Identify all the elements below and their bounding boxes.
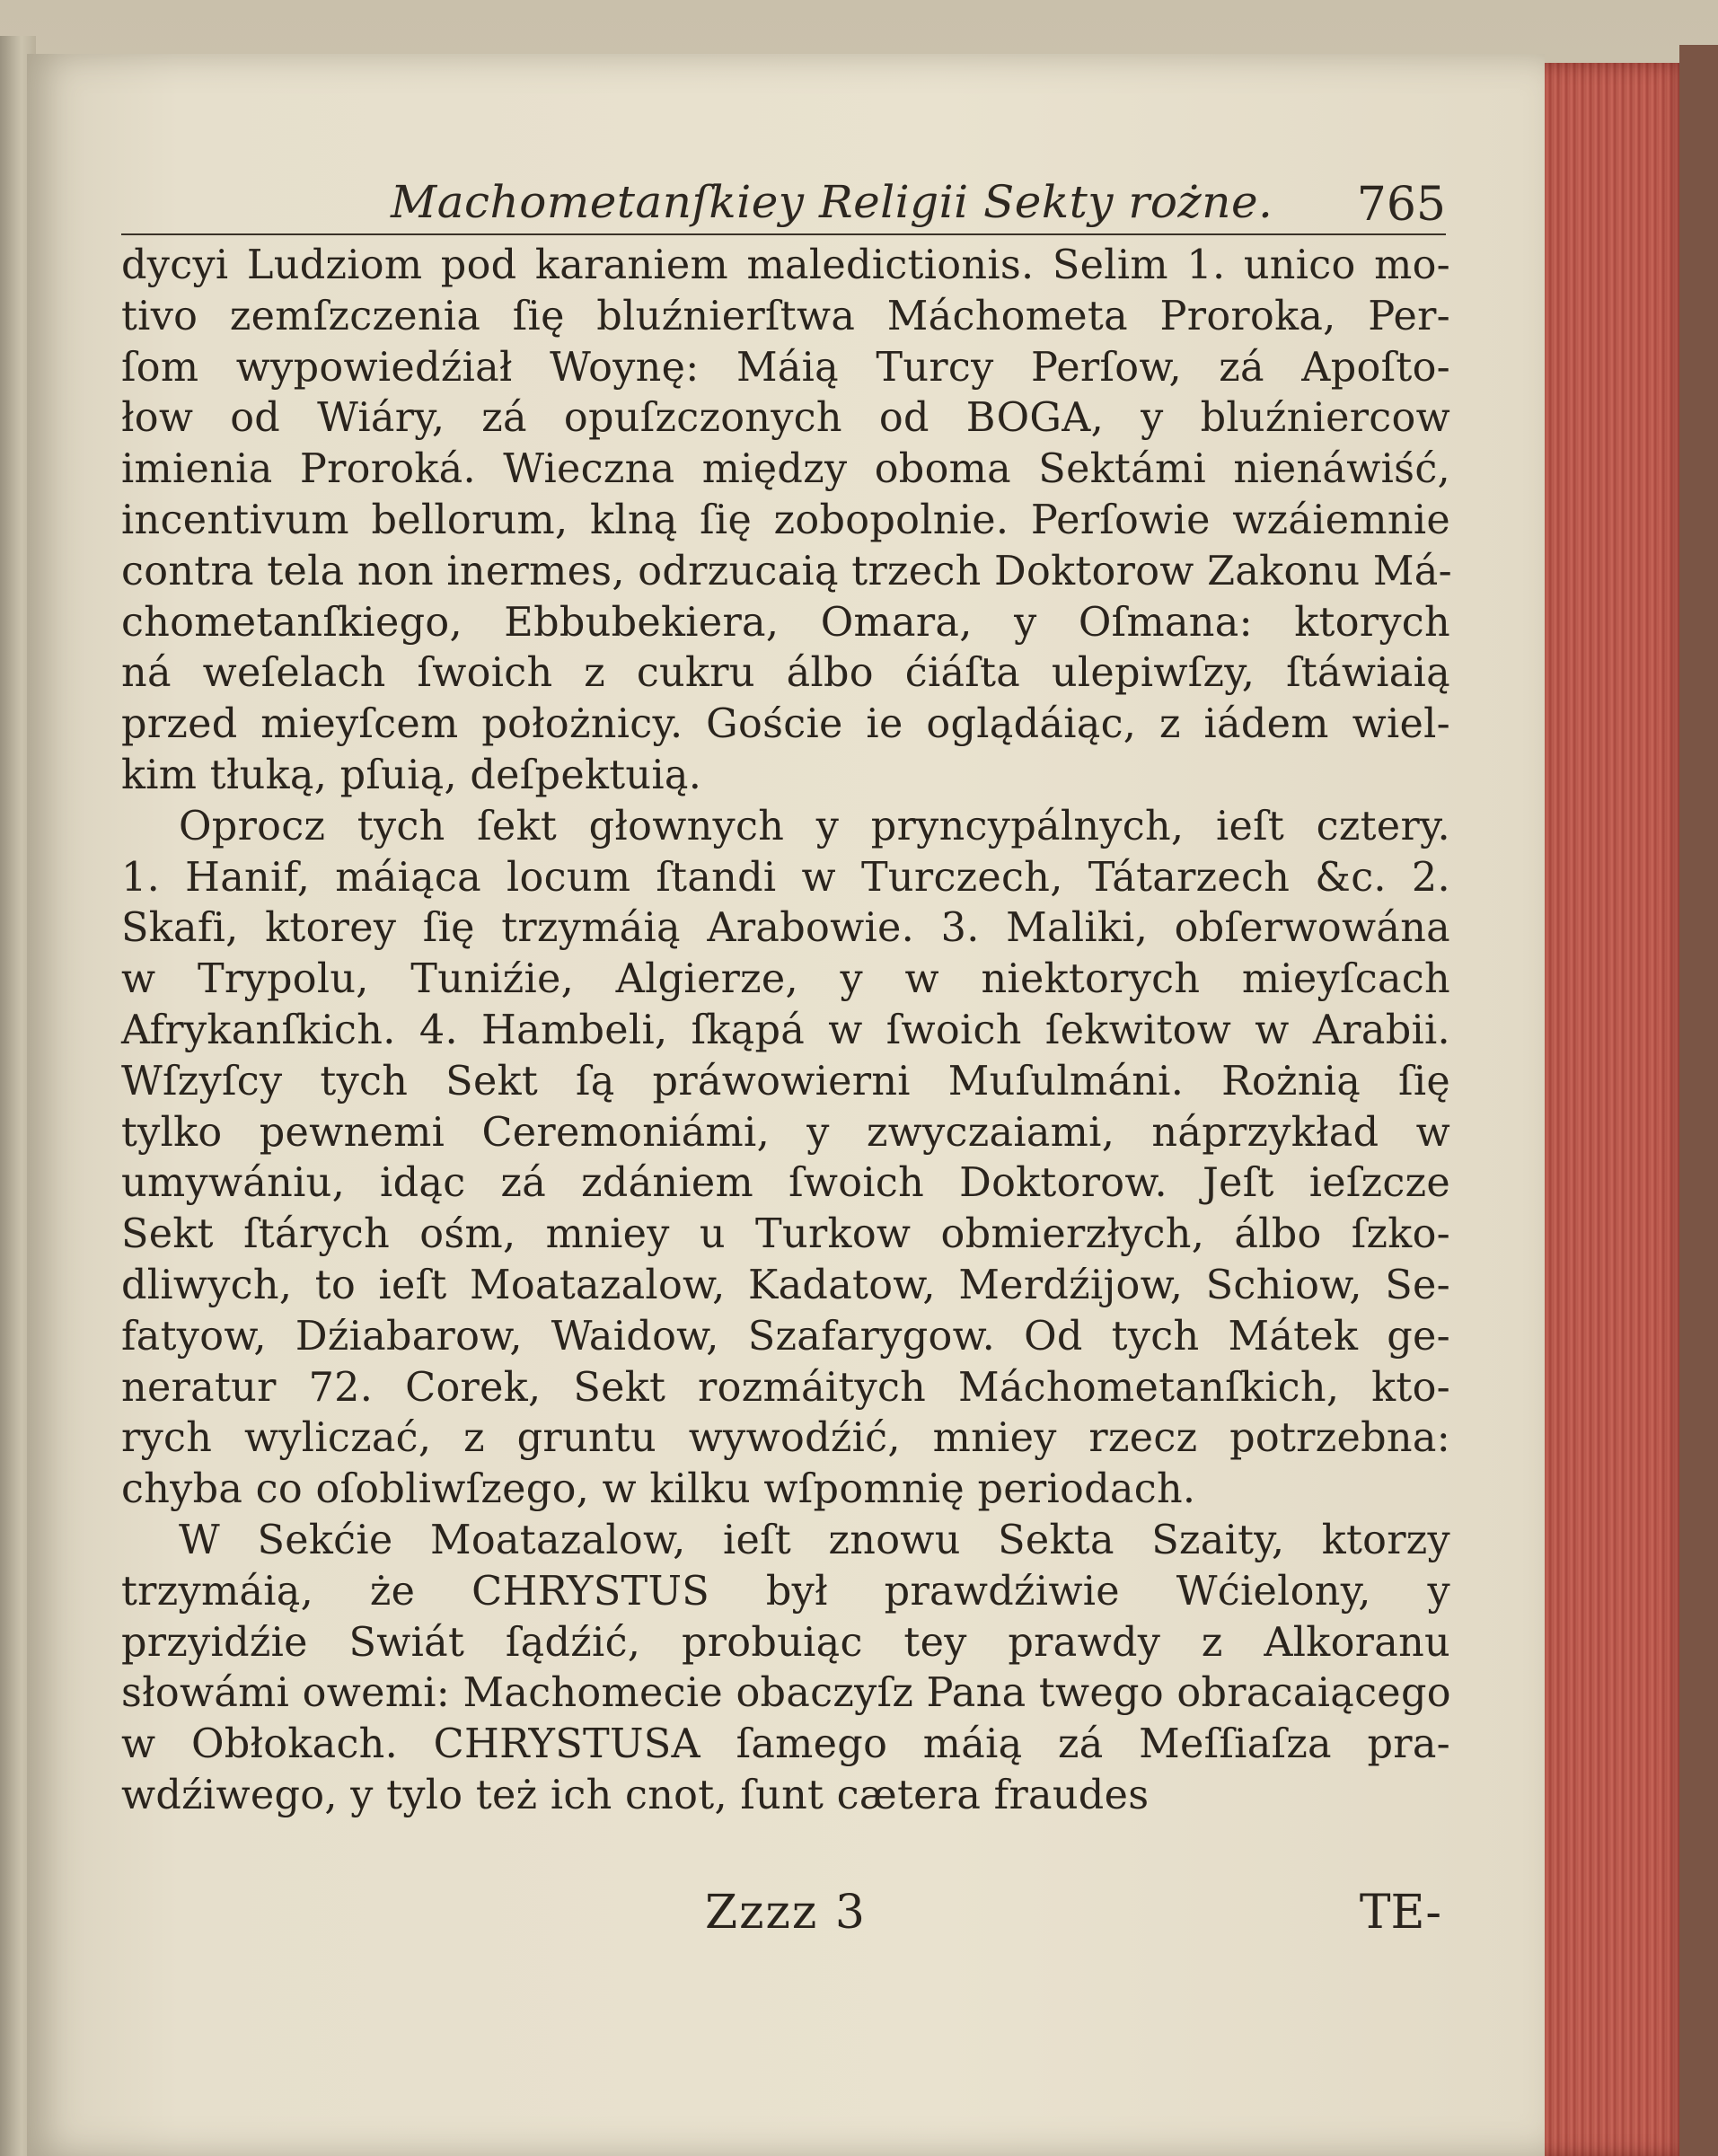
text-line: ná weſelach ſwoich z cukru álbo ćiáſta ulepiwſzy, ſtáwiaią (121, 650, 1450, 697)
text-line: przed mieyſcem położnicy. Goście ie oglądáiąc, z iádem wiel- (121, 701, 1450, 748)
text-line: tylko pewnemi Ceremoniámi, y zwyczaiami, náprzykład w (121, 1109, 1450, 1156)
text-line: incentivum bellorum, klną ſię zobopolnie. Perſowie wzáiemnie (121, 497, 1450, 543)
text-line: przyidźie Swiát ſądźić, probuiąc tey prawdy z Alkoranu (121, 1619, 1450, 1666)
text-line: contra tela non inermes, odrzucaią trzech Doktorow Zakonu Má- (121, 548, 1452, 594)
signature-mark: Zzzz 3 (705, 1886, 867, 1940)
page-header (121, 176, 1446, 239)
text-line: imienia Proroká. Wieczna między oboma Sektámi nienáwiść, (121, 446, 1450, 493)
text-line: tivo zemſzczenia ſię bluźnierſtwa Máchometa Proroka, Per- (121, 293, 1450, 339)
body-text (121, 241, 1450, 1822)
text-line: trzymáią, że CHRYSTUS był prawdźiwie Wćielony, y (121, 1568, 1450, 1615)
text-line: ſom wypowiedźiał Woynę: Máią Turcy Perſow, zá Apoſto- (121, 344, 1450, 391)
page-footer (121, 1886, 1450, 1949)
page-number: 765 (1356, 178, 1446, 232)
text-line: łow od Wiáry, zá opuſzczonych od BOGA, y bluźniercow (121, 395, 1450, 442)
text-line: fatyow, Dźiabarow, Waidow, Szafarygow. Od tych Mátek ge- (121, 1313, 1450, 1360)
text-line: Wſzyſcy tych Sekt ſą práwowierni Muſulmáni. Rożnią ſię (121, 1058, 1450, 1104)
text-line: słowámi owemi: Machomecie obaczyſz Pana twego obracaiącego (121, 1670, 1451, 1717)
header-rule (121, 233, 1446, 235)
running-title: Machometanſkiey Religii Sekty rożne. (391, 176, 1273, 228)
catchword: TE- (1359, 1886, 1441, 1940)
text-line: 1. Hanif, máiąca locum ſtandi w Turczech, Tátarzech &c. 2. (121, 854, 1450, 901)
text-line: umywániu, idąc zá zdániem ſwoich Doktorow. Jeſt ieſzcze (121, 1160, 1450, 1207)
book-cover-edge (1679, 45, 1718, 2156)
text-line: w Obłokach. CHRYSTUSA ſamego máią zá Meſſiaſza pra- (121, 1721, 1450, 1768)
text-line: W Sekćie Moatazalow, ieſt znowu Sekta Szaity, ktorzy (179, 1517, 1450, 1563)
text-line: chyba co oſobliwſzego, w kilku wſpomnię periodach. (121, 1466, 1196, 1513)
text-line: rych wyliczać, z gruntu wywodźić, mniey rzecz potrzebna: (121, 1415, 1450, 1462)
text-line: Sekt ſtárych ośm, mniey u Turkow obmierzłych, álbo ſzko- (121, 1211, 1450, 1258)
text-line: w Trypolu, Tuniźie, Algierze, y w niektorych mieyſcach (121, 956, 1450, 1003)
text-line: chometanſkiego, Ebbubekiera, Omara, y Oſmana: ktorych (121, 599, 1450, 646)
text-line: neratur 72. Corek, Sekt rozmáitych Máchometanſkich, kto- (121, 1364, 1450, 1411)
text-line: Skafi, ktorey ſię trzymáią Arabowie. 3. Maliki, obſerwowána (121, 905, 1450, 952)
text-line: dliwych, to ieſt Moatazalow, Kadatow, Merdźijow, Schiow, Se- (121, 1262, 1450, 1308)
red-page-edges (1545, 63, 1688, 2156)
text-line: wdźiwego, y tylo też ich cnot, ſunt cætera fraudes (121, 1772, 1150, 1818)
text-line: kim tłuką, pſuią, deſpektuią. (121, 752, 702, 798)
text-line: Afrykanſkich. 4. Hambeli, ſkąpá w ſwoich ſekwitow w Arabii. (121, 1007, 1450, 1053)
text-line: dycyi Ludziom pod karaniem maledictionis. Selim 1. unico mo- (121, 242, 1450, 288)
text-line: Oprocz tych ſekt głownych y pryncypálnych, ieſt cztery. (179, 803, 1450, 849)
